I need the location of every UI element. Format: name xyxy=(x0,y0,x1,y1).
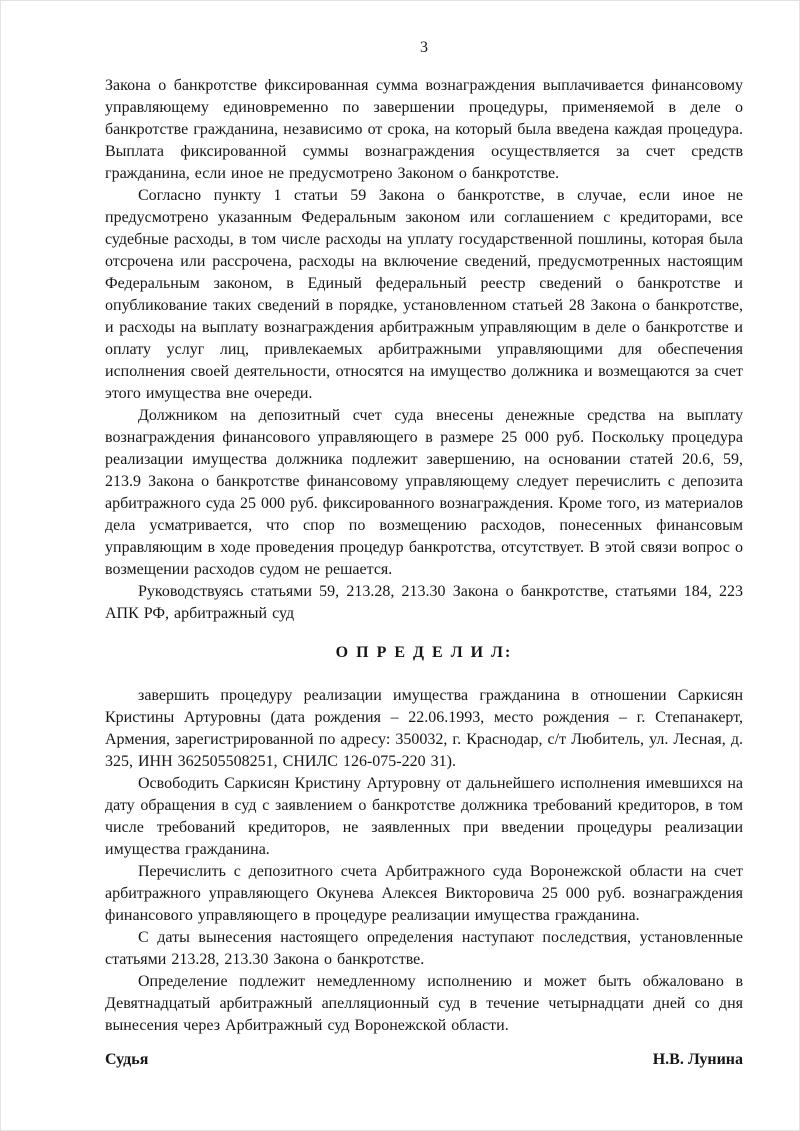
signature-row xyxy=(105,1049,743,1071)
ruling-paragraph: завершить процедуру реализации имущества гражданина в отношении Саркисян Кристины Артуровны (дата рождения – 22.06.1993, место рождения – г. Степанакерт, Армения, зарегистрированной по адресу: 350032, г. Краснодар, с/т Любитель, ул. Лесная, д. 325, ИНН 362505508251, СНИЛС 126-075-220 31). xyxy=(105,687,743,770)
body-paragraph-continuation: Закона о банкротстве фиксированная сумма вознаграждения выплачивается финансовому управляющему единовременно по завершении процедуры, применяемой в деле о банкротстве гражданина, независимо от срока, на который была введена каждая процедура. Выплата фиксированной суммы вознаграждения осуществляется за счет средств гражданина, если иное не предусмотрено Законом о банкротстве. xyxy=(105,77,743,182)
signature-name: Н.В. Лунина xyxy=(652,1051,743,1068)
ruling-paragraph: Определение подлежит немедленному исполнению и может быть обжаловано в Девятнадцатый арбитражный апелляционный суд в течение четырнадцати дней со дня вынесения через Арбитражный суд Воронежской области. xyxy=(105,973,743,1034)
signature-role: Судья xyxy=(105,1051,149,1068)
ruling-paragraph: Освободить Саркисян Кристину Артуровну от дальнейшего исполнения имевшихся на дату обращения в суд с заявлением о банкротстве должника требований кредиторов, в том числе требований кредиторов, не заявленных при введении процедуры реализации имущества гражданина. xyxy=(105,775,743,858)
ruling-heading: О П Р Е Д Е Л И Л: xyxy=(335,644,513,661)
body-paragraph: Должником на депозитный счет суда внесены денежные средства на выплату вознаграждения финансового управляющего в размере 25 000 руб. Поскольку процедура реализации имущества должника подлежит завершению, на основании статей 20.6, 59, 213.9 Закона о банкротстве финансовому управляющему следует перечислить с депозита арбитражного суда 25 000 руб. фиксированного вознаграждения. Кроме того, из материалов дела усматривается, что спор по возмещению расходов, понесенных финансовым управляющим в ходе проведения процедур банкротства, отсутствует. В этой связи вопрос о возмещении расходов судом не решается. xyxy=(105,407,743,578)
page-number: 3 xyxy=(420,39,428,56)
ruling-paragraph: Перечислить с депозитного счета Арбитражного суда Воронежской области на счет арбитражного управляющего Окунева Алексея Викторовича 25 000 руб. вознаграждения финансового управляющего в процедуре реализации имущества гражданина. xyxy=(105,863,743,924)
body-paragraph: Согласно пункту 1 статьи 59 Закона о банкротстве, в случае, если иное не предусмотрено указанным Федеральным законом или соглашением с кредиторами, все судебные расходы, в том числе расходы на уплату государственной пошлины, которая была отсрочена или рассрочена, расходы на включение сведений, предусмотренных настоящим Федеральным законом, в Единый федеральный реестр сведений о банкротстве и опубликование таких сведений в порядке, установленном статьей 28 Закона о банкротстве, и расходы на выплату вознаграждения арбитражным управляющим в деле о банкротстве и оплату услуг лиц, привлекаемых арбитражными управляющими для обеспечения исполнения своей деятельности, относятся на имущество должника и возмещаются за счет этого имущества вне очереди. xyxy=(105,187,743,402)
body-paragraph: Руководствуясь статьями 59, 213.28, 213.30 Закона о банкротстве, статьями 184, 223 АПК РФ, арбитражный суд xyxy=(105,583,743,622)
ruling-paragraph: С даты вынесения настоящего определения наступают последствия, установленные статьями 213.28, 213.30 Закона о банкротстве. xyxy=(105,929,743,968)
